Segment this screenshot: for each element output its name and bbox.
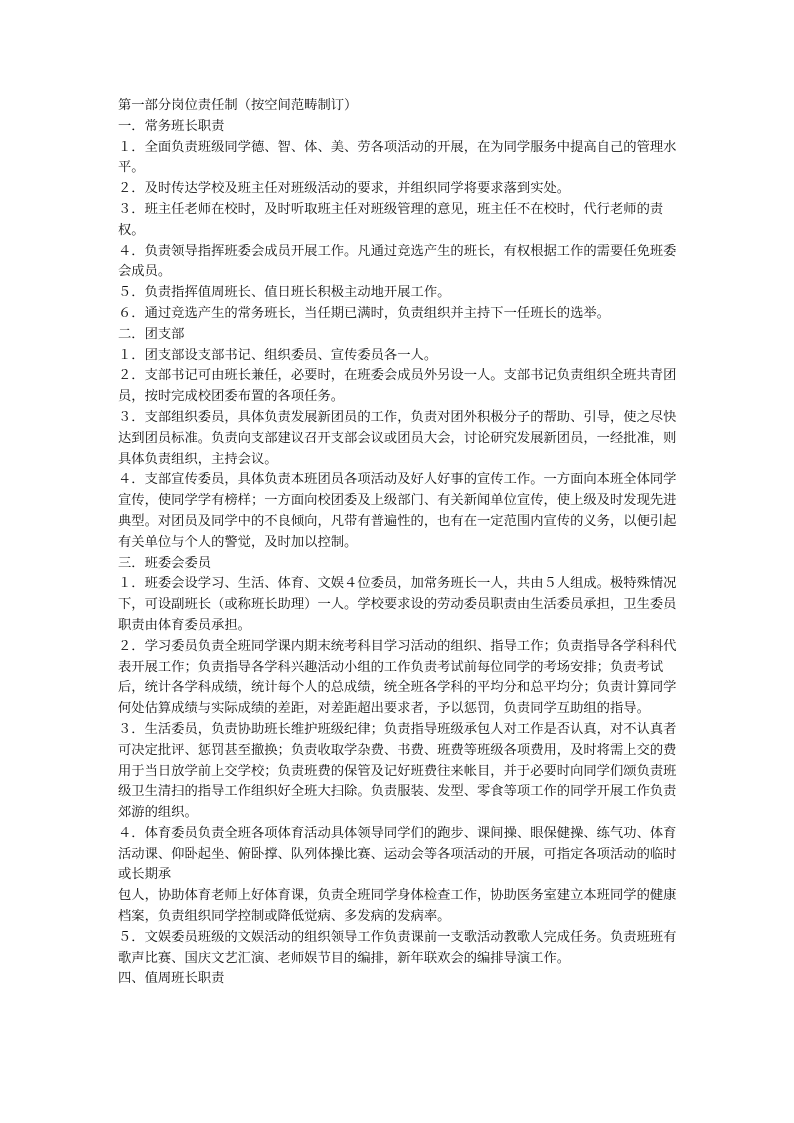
paragraph: 包人，协助体育老师上好体育课，负责全班同学身体检查工作，协助医务室建立本班同学的健康档案，负责组织同学控制或降低觉病、多发病的发病率。 [118,888,677,925]
paragraph: ２．支部书记可由班长兼任，必要时，在班委会成员外另设一人。支部书记负责组织全班共青团员，按时完成校团委布置的各项任务。 [118,368,677,405]
paragraph: １．全面负责班级同学德、智、体、美、劳各项活动的开展，在为同学服务中提高自己的管理水平。 [118,139,677,176]
paragraph: １．班委会设学习、生活、体育、文娱４位委员，加常务班长一人，共由５人组成。极特殊情况下，可设副班长（或称班长助理）一人。学校要求设的劳动委员职责由生活委员承担，卫生委员职责由体育委员承担。 [118,576,677,633]
paragraph: ３．班主任老师在校时，及时听取班主任对班级管理的意见，班主任不在校时，代行老师的责权。 [118,201,664,238]
paragraph: ６．通过竞选产生的常务班长，当任期已满时，负责组织并主持下一任班长的选举。 [118,305,610,321]
paragraph: ４．体育委员负责全班各项体育活动具体领导同学们的跑步、课间操、眼保健操、练气功、体育活动课、仰卧起坐、俯卧撑、队列体操比赛、运动会等各项活动的开展，可指定各项活动的临时或长期承 [118,825,677,883]
document-body [118,117,678,990]
paragraph: ２．学习委员负责全班同学课内期末统考科目学习活动的组织、指导工作；负责指导各学科科代表开展工作；负责指导各学科兴趣活动小组的工作负责考试前每位同学的考场安排；负责考试后，统计各学科成绩，统计每个人的总成绩，统全班各学科的平均分和总平均分；负责计算同学何处估算成绩与实际成绩的差距，对差距超出要求者，予以惩罚，负责同学互助组的指导。 [118,638,677,717]
paragraph: ３．生活委员，负责协助班长维护班级纪律；负责指导班级承包人对工作是否认真，对不认真者可决定批评、惩罚甚至撤换；负责收取学杂费、书费、班费等班级各项费用，及时将需上交的费用于当日放学前上交学校；负责班费的保管及记好班费往来帐目，并于必要时向同学们颂负责班级卫生清扫的指导工作组织好全班大扫除。负责服装、发型、零食等项工作的同学开展工作负责郊游的组织。 [118,721,677,821]
document-title: 第一部分岗位责任制（按空间范畴制订） [118,98,358,113]
section-heading: 二．团支部 [118,326,185,342]
paragraph: ５．文娱委员班级的文娱活动的组织领导工作负责课前一支歌活动教歌人完成任务。负责班班有歌声比赛、国庆文艺汇演、老师娱节目的编排，新年联欢会的编排导演工作。 [118,929,677,966]
section-heading: 四、值周班长职责 [118,971,225,987]
paragraph: ３．支部组织委员，具体负责发展新团员的工作，负责对团外积极分子的帮助、引导，使之尽快达到团员标准。负责向支部建议召开支部会议或团员大会，讨论研究发展新团员，一经批准，则具体负责组织，主持会议。 [118,409,677,467]
paragraph: ２．及时传达学校及班主任对班级活动的要求，并组织同学将要求落到实处。 [118,181,571,197]
section-heading: 一．常务班长职责 [118,118,225,134]
paragraph: １．团支部设支部书记、组织委员、宣传委员各一人。 [118,347,438,363]
section-heading: 三．班委会委员 [118,555,212,571]
document-page [118,96,678,990]
paragraph: ５．负责指挥值周班长、值日班长积极主动地开展工作。 [118,285,451,301]
paragraph: ４．支部宣传委员，具体负责本班团员各项活动及好人好事的宣传工作。一方面向本班全体同学宣传，使同学学有榜样；一方面向校团委及上级部门、有关新闻单位宣传，使上级及时发现先进典型。对团员及同学中的不良倾向，凡带有普遍性的，也有在一定范围内宣传的义务，以便引起有关单位与个人的警觉，及时加以控制。 [118,472,677,550]
paragraph: ４．负责领导指挥班委会成员开展工作。凡通过竞选产生的班长，有权根据工作的需要任免班委会成员。 [118,243,677,280]
